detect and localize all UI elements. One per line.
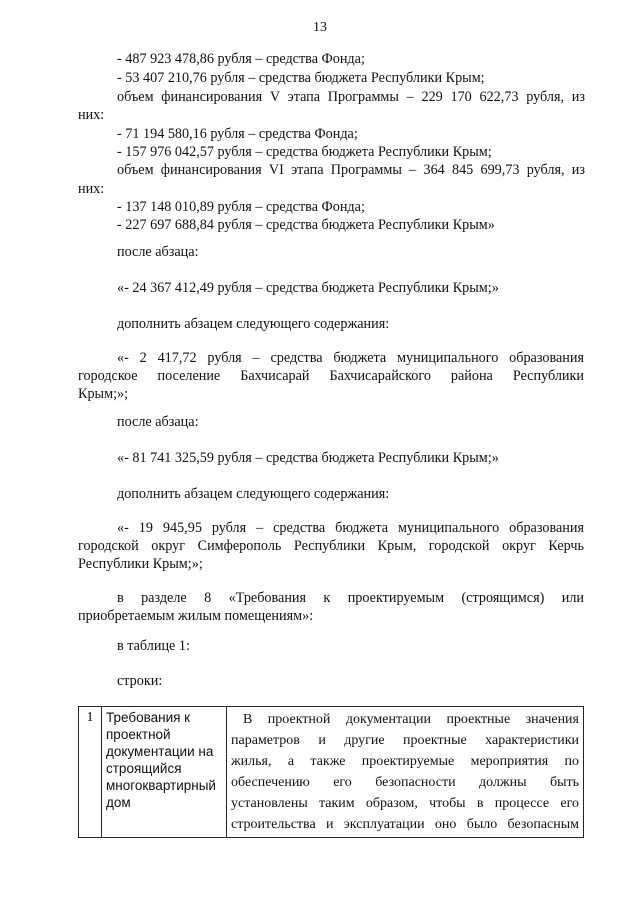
stage-v-funding: объем финансирования V этапа Программы – 229 170 622,73 рубля, из <box>117 89 585 105</box>
funding-line-5: - 157 976 042,57 рубля – средства бюджета Республики Крым; <box>117 144 492 160</box>
content-cell: В проектной документации проектные значения параметров и другие проектные характеристики жилья, а также проектируемые мероприятия по обеспечению его безопасности должны быть установлены таким образом, чтобы в процессе его строительства и эксплуатации оно было безопасным <box>227 707 584 838</box>
rows-label: строки: <box>117 673 163 689</box>
supplement-label-1: дополнить абзацем следующего содержания: <box>117 316 390 332</box>
table-reference: в таблице 1: <box>117 638 190 654</box>
page-number: 13 <box>313 20 327 35</box>
requirements-table <box>78 706 584 838</box>
section-8-paragraph: в разделе 8 «Требования к проектируемым (строящимся) или приобретаемым жилым помещениям»: <box>78 590 584 624</box>
funding-line-2: - 53 407 210,76 рубля – средства бюджета Республики Крым; <box>117 70 485 86</box>
after-paragraph-1: после абзаца: <box>117 244 199 260</box>
stage-vi-funding: объем финансирования VI этапа Программы – 364 845 699,73 рубля, из <box>117 162 585 178</box>
row-number-cell: 1 <box>79 707 102 838</box>
stage-vi-funding-cont: них: <box>78 181 105 197</box>
funding-line-7: - 137 148 010,89 рубля – средства Фонда; <box>117 199 365 215</box>
inserted-paragraph-1: «- 2 417,72 рубля – средства бюджета муниципального образования городское поселение Бахчисарай Бахчисарайского района Республики Крым;»; <box>78 350 584 402</box>
funding-line-8: - 227 697 688,84 рубля – средства бюджета Республики Крым» <box>117 217 495 233</box>
requirement-cell: Требования к проектной документации на строящийся многоквартирный дом <box>102 707 227 838</box>
after-paragraph-2: после абзаца: <box>117 414 199 430</box>
supplement-label-2: дополнить абзацем следующего содержания: <box>117 486 390 502</box>
quoted-paragraph-1: «- 24 367 412,49 рубля – средства бюджета Республики Крым;» <box>117 280 499 296</box>
funding-line-1: - 487 923 478,86 рубля – средства Фонда; <box>117 51 365 67</box>
inserted-paragraph-2: «- 19 945,95 рубля – средства бюджета муниципального образования городской округ Симферополь Республики Крым, городской округ Керчь Республики Крым;»; <box>78 520 584 572</box>
stage-v-funding-cont: них: <box>78 107 105 123</box>
table-row <box>79 707 584 838</box>
funding-line-4: - 71 194 580,16 рубля – средства Фонда; <box>117 126 358 142</box>
quoted-paragraph-2: «- 81 741 325,59 рубля – средства бюджета Республики Крым;» <box>117 450 499 466</box>
